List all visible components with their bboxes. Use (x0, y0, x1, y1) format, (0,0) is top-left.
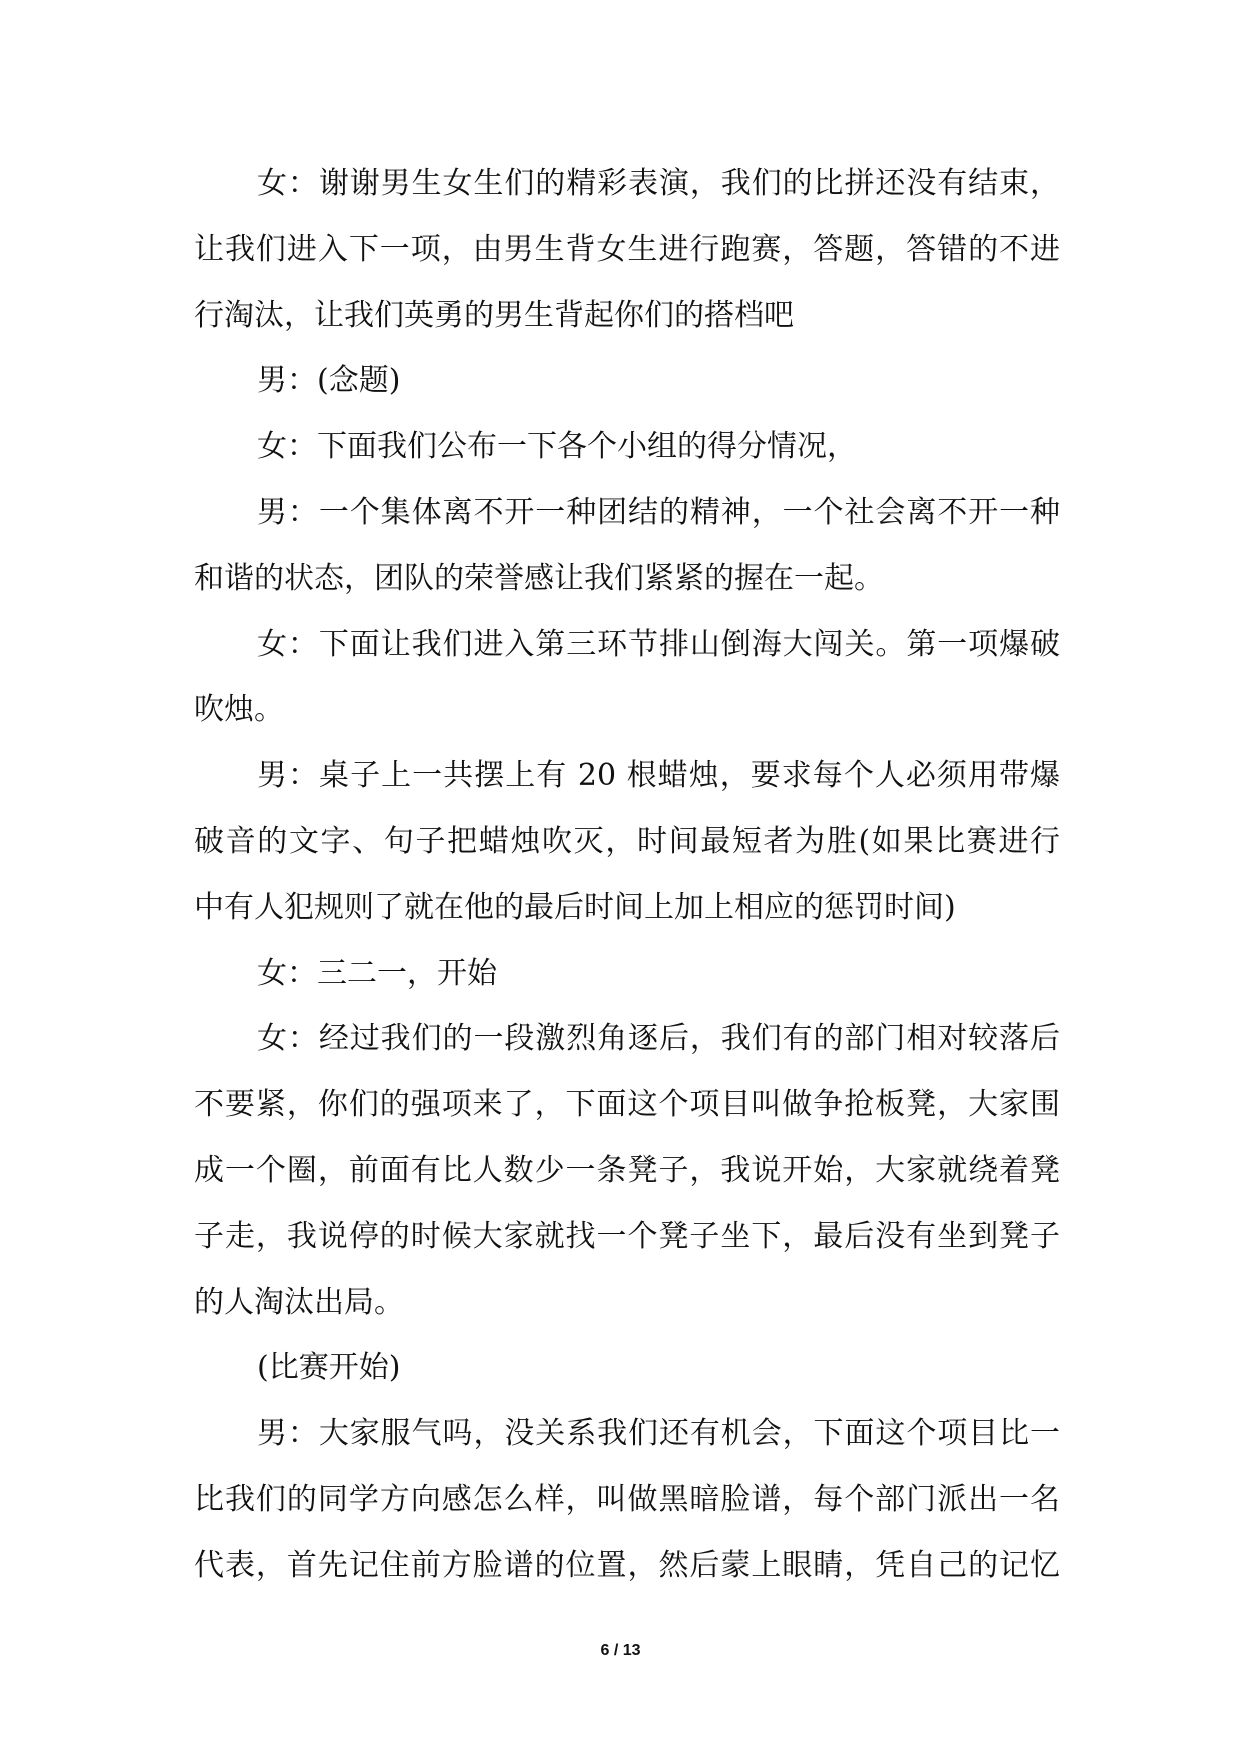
text-line: 破音的文字、句子把蜡烛吹灭，时间最短者为胜(如果比赛进行 (194, 823, 1060, 859)
text-line: 让我们进入下一项，由男生背女生进行跑赛，答题，答错的不进 (194, 231, 1060, 267)
text-line: 女：下面我们公布一下各个小组的得分情况， (257, 429, 857, 465)
text-line: 中有人犯规则了就在他的最后时间上加上相应的惩罚时间) (194, 889, 956, 925)
text-line: 和谐的状态，团队的荣誉感让我们紧紧的握在一起。 (194, 560, 884, 596)
text-line: 子走，我说停的时候大家就找一个凳子坐下，最后没有坐到凳子 (194, 1218, 1060, 1254)
text-line: 女：下面让我们进入第三环节排山倒海大闯关。第一项爆破 (257, 626, 1060, 662)
text-line: 男：一个集体离不开一种团结的精神，一个社会离不开一种 (257, 494, 1060, 530)
paragraph (194, 1006, 1060, 1335)
text-line: 吹烛。 (194, 692, 284, 728)
text-line: 比我们的同学方向感怎么样，叫做黑暗脸谱，每个部门派出一名 (194, 1481, 1060, 1517)
paragraph (194, 480, 1060, 612)
text-line: 行淘汰，让我们英勇的男生背起你们的搭档吧 (194, 297, 794, 333)
page-body (194, 151, 1060, 1599)
text-line: 不要紧，你们的强项来了，下面这个项目叫做争抢板凳，大家围 (194, 1087, 1060, 1123)
text-line: 女：经过我们的一段激烈角逐后，我们有的部门相对较落后 (257, 1021, 1060, 1057)
text-line: 女：三二一，开始 (257, 955, 497, 991)
page-number: 6 / 13 (600, 1642, 641, 1659)
paragraph (194, 743, 1060, 940)
paragraph (194, 1401, 1060, 1598)
text-line: (比赛开始) (257, 1350, 401, 1386)
paragraph (194, 612, 1060, 744)
paragraph (194, 151, 1060, 348)
text-line: 成一个圈，前面有比人数少一条凳子，我说开始，大家就绕着凳 (194, 1152, 1060, 1188)
paragraph (194, 1335, 1060, 1401)
text-line: 的人淘汰出局。 (194, 1284, 404, 1320)
text-line: 男：大家服气吗，没关系我们还有机会，下面这个项目比一 (257, 1416, 1060, 1452)
text-line: 男：(念题) (257, 363, 401, 399)
paragraph (194, 941, 1060, 1007)
text-line: 代表，首先记住前方脸谱的位置，然后蒙上眼睛，凭自己的记忆 (194, 1547, 1060, 1583)
text-line: 女：谢谢男生女生们的精彩表演，我们的比拼还没有结束， (257, 166, 1060, 201)
paragraph (194, 414, 1060, 480)
paragraph (194, 348, 1060, 414)
text-line: 男：桌子上一共摆上有 20 根蜡烛，要求每个人必须用带爆 (257, 758, 1060, 794)
